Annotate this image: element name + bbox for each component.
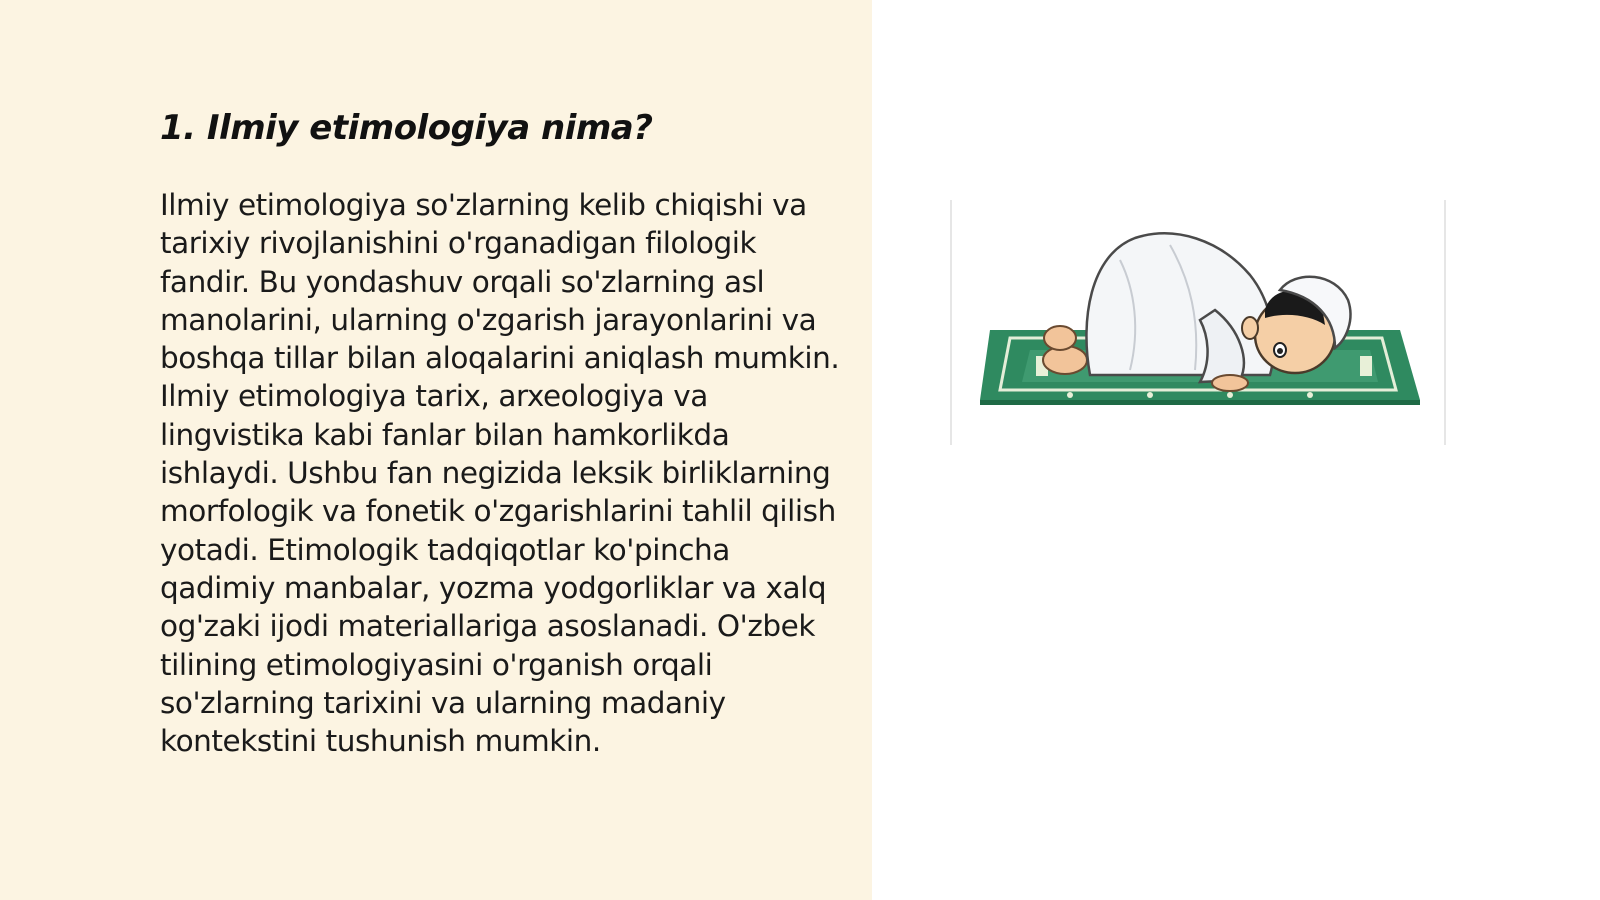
slide-body-text: Ilmiy etimologiya so'zlarning kelib chiqishi va tarixiy rivojlanishini o'rganadigan filologik fandir. Bu yondashuv orqali so'zlarning asl manolarini, ularning o'zgarish jarayonlarini va boshqa tillar bilan aloqalarini aniqlash mumkin. Ilmiy etimologiya tarix, arxeologiya va lingvistika kabi fanlar bilan hamkorlikda ishlaydi. Ushbu fan negizida leksik birliklarning morfologik va fonetik o'zgarishlarini tahlil qilish yotadi. Etimologik tadqiqotlar ko'pincha qadimiy manbalar, yozma yodgorliklar va xalq og'zaki ijodi materiallariga asoslanadi. O'zbek tilining etimologiyasini o'rganish orqali so'zlarning tarixini va ularning madaniy kontekstini tushunish mumkin. [160,188,840,759]
praying-person-on-prayer-rug-icon [950,200,1450,450]
slide-title: 1. Ilmiy etimologiya nima? [160,108,653,148]
